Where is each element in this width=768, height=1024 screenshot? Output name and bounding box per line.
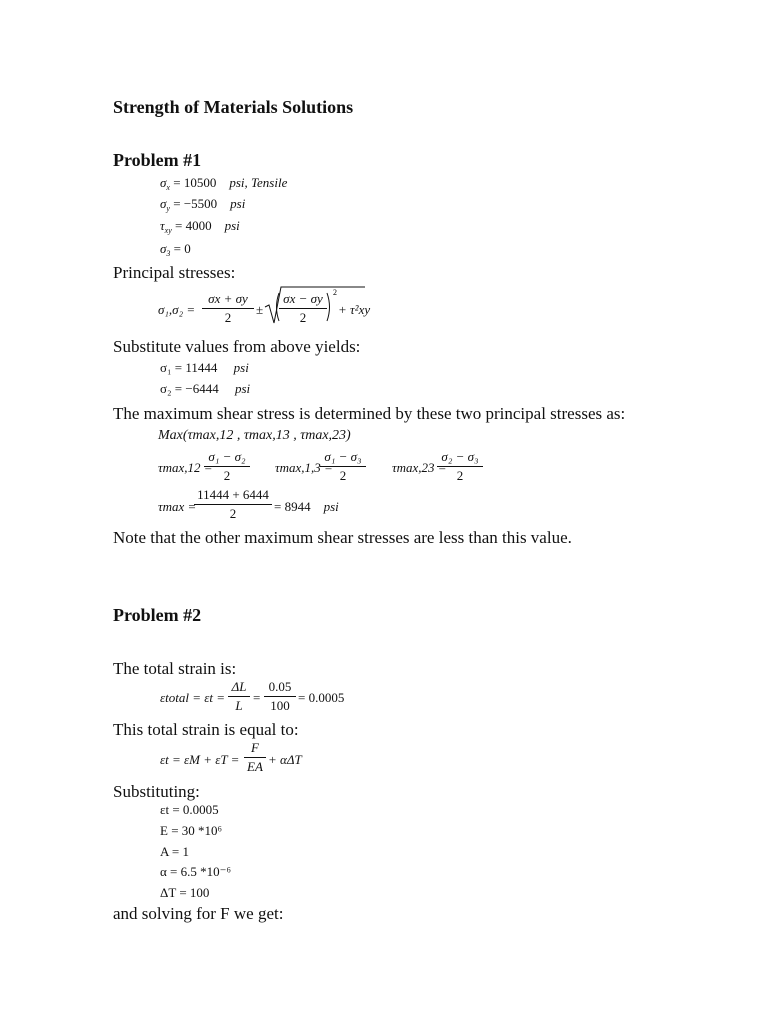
max-expression: Max(τmax,12 , τmax,13 , τmax,23) xyxy=(158,428,351,443)
principal-stresses-label: Principal stresses: xyxy=(113,263,236,282)
problem-1-heading: Problem #1 xyxy=(113,150,202,170)
equal-label: This total strain is equal to: xyxy=(113,720,299,739)
given-tau-xy: $\tau_{xy} = 4000$ psi xyxy=(160,218,240,235)
sub-value-2: A = 1 xyxy=(160,844,190,859)
given-sigma-y: $\sigma_y = -5500$ psi xyxy=(160,196,246,213)
document-title: Strength of Materials Solutions xyxy=(113,97,354,117)
sub-value-4: ΔT = 100 xyxy=(160,885,210,900)
problem-2-heading: Problem #2 xyxy=(113,605,202,625)
given-sigma-3: $\sigma_3 = 0$ xyxy=(160,241,191,258)
sub-value-3: α = 6.5 *10⁻⁶ xyxy=(160,864,232,879)
given-sigma-x: $\sigma_x = 10500$ psi, Tensile xyxy=(160,175,288,192)
substituting-label: Substituting: xyxy=(113,782,200,801)
note-text: Note that the other maximum shear stresses are less than this value. xyxy=(113,528,572,547)
solving-label: and solving for F we get: xyxy=(113,904,284,923)
substitute-label: Substitute values from above yields: xyxy=(113,337,361,356)
sub-value-1: E = 30 *10⁶ xyxy=(160,823,223,838)
result-sigma-2: σ₂ = −6444 psi xyxy=(160,381,251,396)
result-sigma-1: σ₁ = 11444 psi xyxy=(160,360,249,375)
svg-text:2: 2 xyxy=(333,288,337,297)
document-page: Strength of Materials Solutions Problem #1 $\sigma_x = 10500$ psi, Tensile $\sigma_y = -5500$ psi $\tau_{xy} = 4000$ psi $\sigma_3 = 0$ Principal stresses: σ₁,σ₂ = σx + σy 2 ± 2 σx − σy 2 + τ²xy Substitute values from above yields: σ₁ = 11444 psi σ₂ = −6444 psi The maximum shear stress is determined by these two principal stresses as: Max(τmax,12 , τmax,13 , τmax,23) τmax,12 = σ₁ − σ₂ 2 τmax,1,3 = σ₁ − σ₃ 2 τmax,23 = σ₂ − σ₃ 2 τmax = 11444 + 6444 2 = 8944 psi Note that the other maximum shear stresses are less than this value. Problem #2 The total strain is: εtotal = εt = ΔL L = 0.05 100 = 0.0005 This total strain is equal to: εt = εM + εT = F EA + αΔT Substituting: εt = 0.0005 E = 30 *10⁶ A = 1 α = 6.5 *10⁻⁶ ΔT = 100 and solving for F we get: xyxy=(113,97,626,923)
max-shear-label: The maximum shear stress is determined by these two principal stresses as: xyxy=(113,404,626,423)
total-strain-label: The total strain is: xyxy=(113,659,237,678)
sub-value-0: εt = 0.0005 xyxy=(160,802,219,817)
